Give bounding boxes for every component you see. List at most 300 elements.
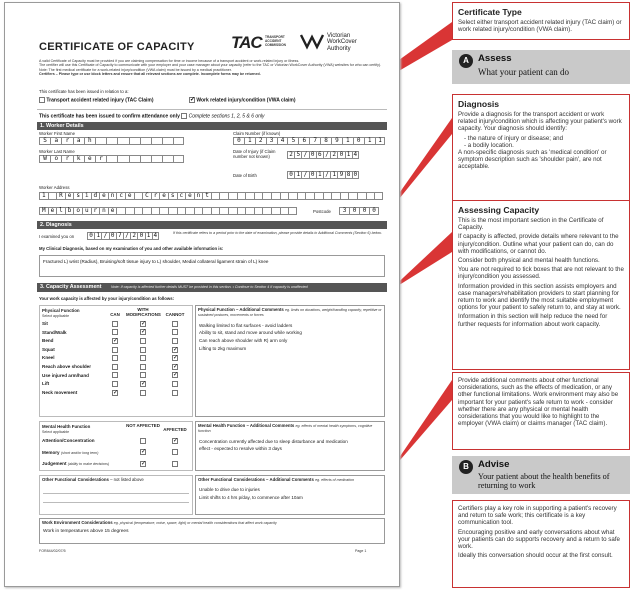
physical-row (40, 346, 192, 355)
banner-advise (452, 456, 630, 494)
physical-row-label: Kneel (42, 355, 55, 361)
advise-para: Certifiers play a key role in supporting a patient's recovery and return to safe work; this certificate is a key communication tool. (458, 505, 617, 527)
char-box: t (202, 192, 211, 200)
char-box: S (39, 137, 50, 145)
cannot-checkbox[interactable]: ✓ (173, 355, 179, 362)
char-box (106, 137, 117, 145)
char-box: 1 (145, 232, 152, 240)
char-box (237, 207, 246, 215)
physical-row-label: Lift (42, 381, 50, 387)
char-box: / (101, 232, 108, 240)
mental-head-sub: Select applicable (42, 430, 70, 434)
vwa-claim-label: Work related injury/condition (VWA claim) (196, 97, 296, 104)
can-checkbox[interactable] (112, 355, 118, 361)
advise-para: Encouraging positive and early conversations about what your patients can do supports recovery and a return to safe work. (458, 528, 620, 551)
char-box: o (73, 207, 82, 215)
char-box (271, 192, 280, 200)
char-box (288, 192, 297, 200)
cannot-checkbox[interactable]: ✓ (173, 372, 179, 379)
mental-row-label: Judgement (42, 461, 67, 466)
intro-text (39, 59, 389, 77)
char-box: b (65, 207, 74, 215)
char-box: e (185, 192, 194, 200)
char-box: e (125, 192, 134, 200)
other-comments-title: Other Functional Considerations – Additional Comments (198, 477, 314, 482)
cert-type-text: Select either transport accident related injury (TAC claim) or work related injury/condition (VWA claim). (458, 19, 622, 34)
char-box: 0 (137, 232, 144, 240)
assess-badge: A (459, 54, 473, 68)
cannot-checkbox[interactable] (172, 381, 178, 387)
char-box: C (142, 192, 151, 200)
callout-diagnosis (452, 94, 630, 208)
mental-row-sub: (ability to make decisions) (67, 462, 110, 466)
char-box (245, 207, 254, 215)
other-comments-sub: eg. effects of medication (315, 478, 355, 482)
modifications-checkbox[interactable]: ✓ (141, 329, 147, 336)
char-box (254, 207, 263, 215)
char-box (211, 192, 220, 200)
char-box (173, 137, 184, 145)
mental-comments-box[interactable] (195, 421, 385, 471)
comment-line: Ability to sit, stand and move around while working (199, 330, 302, 336)
char-box: 0 (309, 171, 316, 179)
affected-label: Your work capacity is affected by your injury/condition as follows: (39, 296, 175, 301)
physical-row-label: Stand/Walk (42, 329, 67, 335)
cannot-checkbox[interactable] (172, 329, 178, 335)
char-box: 1 (345, 151, 352, 159)
not-affected-checkbox[interactable] (140, 438, 146, 444)
can-checkbox[interactable] (112, 347, 118, 353)
char-box: M (39, 207, 48, 215)
tac-claim-label: Transport accident related injury (TAC Claim) (46, 97, 154, 104)
char-box (211, 207, 220, 215)
claim-number-label: Claim Number (if known) (233, 131, 281, 136)
char-box: 3 (266, 137, 277, 145)
physical-head-sub: Select applicable (42, 314, 70, 318)
char-box: 0 (369, 207, 379, 215)
char-box: 1 (375, 137, 386, 145)
char-box: 1 (244, 137, 255, 145)
intro-line: A valid Certificate of Capacity must be provided if you are claiming compensation for time or income because of a transport accident or work-related injury or illness. (39, 59, 300, 63)
char-box: r (95, 155, 106, 163)
physical-row (40, 372, 192, 381)
comment-line: effect - expected to resolve within 3 days (199, 446, 282, 452)
char-box: / (123, 232, 130, 240)
modifications-checkbox[interactable] (140, 364, 146, 370)
dob-boxes[interactable] (287, 171, 359, 179)
physical-row (40, 380, 192, 389)
other-note: – not listed above (110, 477, 144, 482)
char-box: d (91, 192, 100, 200)
section-capacity-note: Note: If capacity is affected further details MUST be provided in this section. • Continue to Section 4 if capacity is unaffected (111, 285, 308, 289)
not-affected-checkbox[interactable]: ✓ (141, 449, 147, 456)
char-box: 2 (287, 151, 294, 159)
char-box: i (82, 192, 91, 200)
mental-row-sub: (short and/or long term) (60, 450, 99, 455)
char-box: 2 (255, 137, 266, 145)
char-box: 5 (294, 151, 301, 159)
attendance-checkbox[interactable] (181, 113, 187, 119)
char-box: 4 (353, 151, 358, 158)
tac-logo: TAC (231, 33, 262, 52)
char-box: 1 (342, 137, 353, 145)
char-box (237, 192, 246, 200)
char-box (117, 155, 128, 163)
mental-row (40, 458, 192, 470)
advise-title: Advise (478, 459, 510, 470)
char-box: 0 (349, 207, 359, 215)
claim-type-options (39, 97, 296, 103)
char-box (314, 192, 323, 200)
char-box (168, 207, 177, 215)
physical-row (40, 389, 192, 398)
cannot-checkbox[interactable] (172, 338, 178, 344)
diagnosis-text: Provide a diagnosis for the transport accident or work related injury/condition which is affecting your patient's work capacity. Your diagnosis should identify: (458, 111, 622, 133)
char-box (366, 192, 375, 200)
physical-row (40, 329, 192, 338)
other-comments-box[interactable] (195, 475, 385, 515)
char-box: 7 (116, 232, 123, 240)
modifications-checkbox[interactable] (140, 347, 146, 353)
capacity-para: Information in this section will help reduce the need for further requests for information about work capacity. (458, 313, 608, 328)
char-box: 8 (320, 137, 331, 145)
can-checkbox[interactable]: ✓ (113, 389, 119, 396)
char-box: / (323, 151, 330, 159)
char-box: c (116, 192, 125, 200)
examined-date-boxes[interactable] (87, 232, 159, 240)
first-name-boxes[interactable] (39, 137, 184, 145)
char-box: 1 (294, 171, 301, 179)
char-box: 8 (345, 171, 352, 179)
char-box (48, 192, 57, 200)
char-box (288, 207, 297, 215)
callout-advise (452, 500, 630, 588)
intro-line: The certifier will use this Certificate of Capacity to communicate with your employer and your case manager about your capacity (refer to the TAC or Victorian WorkCover Authority (VWA) websites for who can certify). Note: The first medical certificate for a work-related injury/condition (VWA claim) must be issued by a medical practitioner. (39, 63, 382, 72)
char-box (140, 155, 151, 163)
char-box: 0 (87, 232, 94, 240)
can-checkbox[interactable] (112, 364, 118, 370)
char-box: 0 (337, 151, 344, 159)
char-box (151, 137, 162, 145)
physical-row-label: Neck movement (42, 389, 78, 395)
cannot-checkbox[interactable]: ✓ (173, 363, 179, 370)
can-checkbox[interactable] (112, 381, 118, 387)
col-affected: AFFECTED (163, 427, 187, 432)
char-box (297, 192, 306, 200)
char-box (185, 207, 194, 215)
attendance-label: This certificate has been issued to confirm attendance only (39, 113, 180, 120)
char-box (228, 207, 237, 215)
tac-claim-checkbox[interactable] (39, 97, 45, 103)
char-box (134, 192, 143, 200)
diagnosis-title: Diagnosis (458, 99, 500, 109)
char-box: 2 (330, 151, 337, 159)
col-not-affected: NOT AFFECTED (126, 423, 160, 428)
capacity-para: You are not required to tick boxes that are not relevant to the injury/condition you assessed. (458, 266, 624, 281)
char-box: e (99, 192, 108, 200)
char-box (374, 192, 383, 200)
advise-sub: Your patient about the health benefits of returning to work (478, 472, 610, 490)
char-box: / (301, 151, 308, 159)
physical-row-label: Bend (42, 338, 54, 344)
certificate-title: CERTIFICATE OF CAPACITY (39, 41, 195, 53)
claim-number-boxes[interactable] (233, 137, 385, 145)
date-of-injury-label: Date of Injury (if Claim number not known) (233, 149, 276, 159)
char-box: e (48, 207, 57, 215)
char-box: 1 (330, 171, 337, 179)
address-line1-boxes[interactable] (39, 192, 383, 200)
physical-row (40, 363, 192, 372)
section-capacity-bar (37, 283, 387, 292)
diagnosis-text2: A non-specific diagnosis such as 'medical condition' or symptom description such as 'shoulder pain', are not acceptable. (458, 149, 607, 171)
char-box: r (61, 155, 72, 163)
char-box: e (65, 192, 74, 200)
char-box (117, 137, 128, 145)
physical-comments-box[interactable] (195, 305, 385, 417)
section-worker-details-bar: 1. Worker Details (37, 122, 387, 130)
diagnosis-bullet: - the nature of injury or disease; and (464, 135, 624, 142)
can-checkbox[interactable] (112, 329, 118, 335)
char-box: s (168, 192, 177, 200)
modifications-checkbox[interactable] (140, 372, 146, 378)
mental-row-label: Attention/Concentration (42, 438, 95, 443)
can-checkbox[interactable] (112, 372, 118, 378)
char-box (228, 192, 237, 200)
char-box: 0 (287, 171, 294, 179)
char-box: 0 (359, 207, 369, 215)
tac-logo-sub: TRANSPORT ACCIDENT COMMISSION (265, 35, 286, 47)
char-box: e (108, 207, 117, 215)
mental-row-label: Memory (42, 449, 60, 455)
vwa-claim-checkbox[interactable]: ✓ (189, 97, 195, 103)
modifications-checkbox[interactable]: ✓ (141, 380, 147, 387)
char-box: 0 (233, 137, 244, 145)
char-box: s (73, 192, 82, 200)
char-box: 7 (309, 137, 320, 145)
examined-note: If this certificate refers to a period prior to the date of examination, please provide details in Additional Comments (Section 6) below. (173, 231, 382, 235)
char-box (219, 207, 228, 215)
char-box (254, 192, 263, 200)
capacity-para: This is the most important section in the Certificate of Capacity. (458, 217, 604, 232)
char-box (116, 207, 125, 215)
other-title: Other Functional Considerations (42, 477, 109, 482)
char-box: k (73, 155, 84, 163)
char-box: 9 (337, 171, 344, 179)
diagnosis-bullets (464, 135, 624, 149)
modifications-checkbox[interactable] (140, 355, 146, 361)
certificate-sheet (4, 2, 400, 587)
char-box: n (108, 192, 117, 200)
diagnosis-field[interactable]: Fractured L) wrist (Radius), Bruising/soft tissue injury to L) shoulder, Medial collateral ligament strain of L) knee (39, 255, 385, 277)
physical-row-label: Reach above shoulder (42, 363, 92, 369)
physical-row-label: Squat (42, 346, 55, 352)
mental-head: Mental Health Function (42, 424, 91, 429)
char-box: 0 (309, 151, 316, 159)
char-box: u (82, 207, 91, 215)
char-box: r (61, 137, 72, 145)
modifications-checkbox[interactable]: ✓ (141, 320, 147, 327)
char-box: h (84, 137, 95, 145)
char-box: 6 (316, 151, 323, 159)
physical-comments-title: Physical Function – Additional Comments (198, 307, 284, 312)
not-affected-checkbox[interactable]: ✓ (141, 460, 147, 467)
char-box (271, 207, 280, 215)
char-box: R (56, 192, 65, 200)
char-box: o (50, 155, 61, 163)
char-box: / (323, 171, 330, 179)
char-box (159, 207, 168, 215)
work-environment-box[interactable] (39, 518, 385, 544)
char-box: e (159, 192, 168, 200)
char-box (202, 207, 211, 215)
char-box: e (84, 155, 95, 163)
char-box: 1 (39, 192, 48, 200)
mental-row (40, 447, 192, 459)
assess-sub: What your patient can do (478, 67, 569, 77)
char-box (340, 192, 349, 200)
issued-relation-label: This certificate has been issued in relation to a: (39, 89, 129, 94)
cannot-checkbox[interactable]: ✓ (173, 346, 179, 353)
char-box (245, 192, 254, 200)
capacity-para: If capacity is affected, provide details where relevant to the injury/condition. Outline what your patient can do, can do with modifications, or cannot do. (458, 233, 619, 255)
other-callout-text: Provide additional comments about other functional considerations, such as the effects of medication, or any other functional limitations. Work environment may also be important for your patient's safe return to work - consider whether there are any physical or mental health considerations that you would like to highlight to the employer (VWA claim) or claims manager (TAC claim). (458, 377, 619, 428)
char-box: 2 (130, 232, 137, 240)
env-text: Work in temperatures above 15 degrees (43, 529, 129, 535)
postcode-boxes[interactable] (339, 207, 379, 215)
affected-checkbox[interactable]: ✓ (173, 437, 179, 444)
advise-badge: B (459, 460, 473, 474)
callout-assessing-capacity (452, 200, 630, 370)
can-checkbox[interactable] (112, 321, 118, 327)
char-box: 4 (277, 137, 288, 145)
comment-line: Walking limited to flat surfaces - avoid ladders (199, 322, 293, 328)
affected-checkbox[interactable] (172, 461, 178, 467)
form-code: FOR844/02/07/5 (39, 549, 66, 553)
char-box: / (301, 171, 308, 179)
last-name-boxes[interactable] (39, 155, 184, 163)
char-box: 4 (153, 232, 158, 239)
char-box: 3 (339, 207, 349, 215)
diagnosis-bullet: - a bodily location. (464, 142, 624, 149)
char-box (162, 155, 173, 163)
assess-title: Assess (478, 53, 512, 64)
physical-row (40, 320, 192, 329)
char-box (134, 207, 143, 215)
examined-label: I examined you on (39, 234, 75, 239)
char-box (348, 192, 357, 200)
first-name-label: Worker First Name (39, 131, 75, 136)
char-box (262, 192, 271, 200)
physical-row (40, 337, 192, 346)
physical-row (40, 354, 192, 363)
last-name-label: Worker Last Name (39, 149, 75, 154)
diagnosis-label: My Clinical Diagnosis, based on my examination of you and other available information is: (39, 246, 224, 251)
char-box: 5 (287, 137, 298, 145)
comment-line: Lifting to 2kg maximum (199, 345, 247, 351)
physical-row-label: Use injured arm/hand (42, 372, 89, 378)
intro-line: Certifiers – Please type or use block letters and ensure that all relevant sections are complete. Incomplete forms may be returned. (39, 72, 261, 77)
char-box (280, 192, 289, 200)
address-line2-boxes[interactable] (39, 207, 297, 215)
char-box: 0 (353, 137, 364, 145)
char-box (323, 192, 332, 200)
char-box: 1 (94, 232, 101, 240)
dob-label: Date of Birth (233, 173, 257, 178)
char-box (194, 207, 203, 215)
char-box: r (91, 207, 100, 215)
vwa-logo-text: Victorian WorkCover Authority (327, 33, 357, 52)
char-box (305, 192, 314, 200)
other-considerations-box[interactable] (39, 475, 193, 515)
char-box (151, 207, 160, 215)
col-can: CAN (110, 312, 120, 317)
attendance-note: Complete sections 1, 2, 5 & 6 only (188, 113, 265, 120)
mental-function-grid (39, 421, 193, 471)
char-box: 9 (331, 137, 342, 145)
modifications-checkbox[interactable] (140, 338, 146, 344)
comment-line: Limit shifts to 4 hrs p/day, to commence after 10am (199, 494, 303, 500)
can-checkbox[interactable]: ✓ (113, 337, 119, 344)
char-box (173, 155, 184, 163)
capacity-title: Assessing Capacity (458, 205, 540, 215)
cannot-checkbox[interactable] (172, 321, 178, 327)
callout-other-considerations (452, 372, 630, 450)
char-box: W (39, 155, 50, 163)
char-box (106, 155, 117, 163)
col-cannot: CANNOT (165, 312, 185, 317)
char-box (125, 207, 134, 215)
char-box (262, 207, 271, 215)
char-box (95, 137, 106, 145)
physical-comments-sub: eg. limits on durations, weight/handling capacity, repetitive or sustained postures, movements or forces (198, 308, 382, 318)
char-box: l (56, 207, 65, 215)
comment-line: Concentration currently affected due to sleep disturbance and medication (199, 438, 348, 444)
physical-row-label: Sit (42, 321, 48, 326)
char-box (177, 207, 186, 215)
char-box (162, 137, 173, 145)
char-box: c (177, 192, 186, 200)
attendance-row (39, 113, 265, 119)
advise-para: Ideally this conversation should occur at the first consult. (458, 552, 613, 560)
char-box: 1 (316, 171, 323, 179)
modifications-checkbox[interactable] (140, 390, 146, 396)
char-box (357, 192, 366, 200)
char-box: n (99, 207, 108, 215)
char-box (331, 192, 340, 200)
section-diagnosis-bar: 2. Diagnosis (37, 221, 387, 229)
mental-comments-sub: eg. effects of mental health symptoms, cognitive function (198, 424, 373, 434)
section-capacity-title: 3. Capacity Assessment (40, 284, 102, 290)
char-box (219, 192, 228, 200)
affected-checkbox[interactable] (172, 449, 178, 455)
char-box: 1 (364, 137, 375, 145)
char-box (280, 207, 289, 215)
env-sub: eg. physical (temperature, noise, space, light) or mental health considerations that affect work capacity (113, 521, 277, 525)
char-box: n (194, 192, 203, 200)
cannot-checkbox[interactable] (172, 390, 178, 396)
col-modifications: WITH MODIFICATIONS (126, 307, 161, 317)
mental-comments-title: Mental Health Function – Additional Comments (198, 423, 295, 428)
banner-assess (452, 50, 630, 84)
mental-row (40, 435, 192, 447)
callout-certificate-type (452, 2, 630, 40)
char-box: r (151, 192, 160, 200)
date-of-injury-boxes[interactable] (287, 151, 359, 159)
char-box: 0 (109, 232, 116, 240)
env-title: Work Environment Considerations (42, 520, 113, 525)
vwa-logo-mark (299, 31, 325, 51)
char-box (140, 137, 151, 145)
